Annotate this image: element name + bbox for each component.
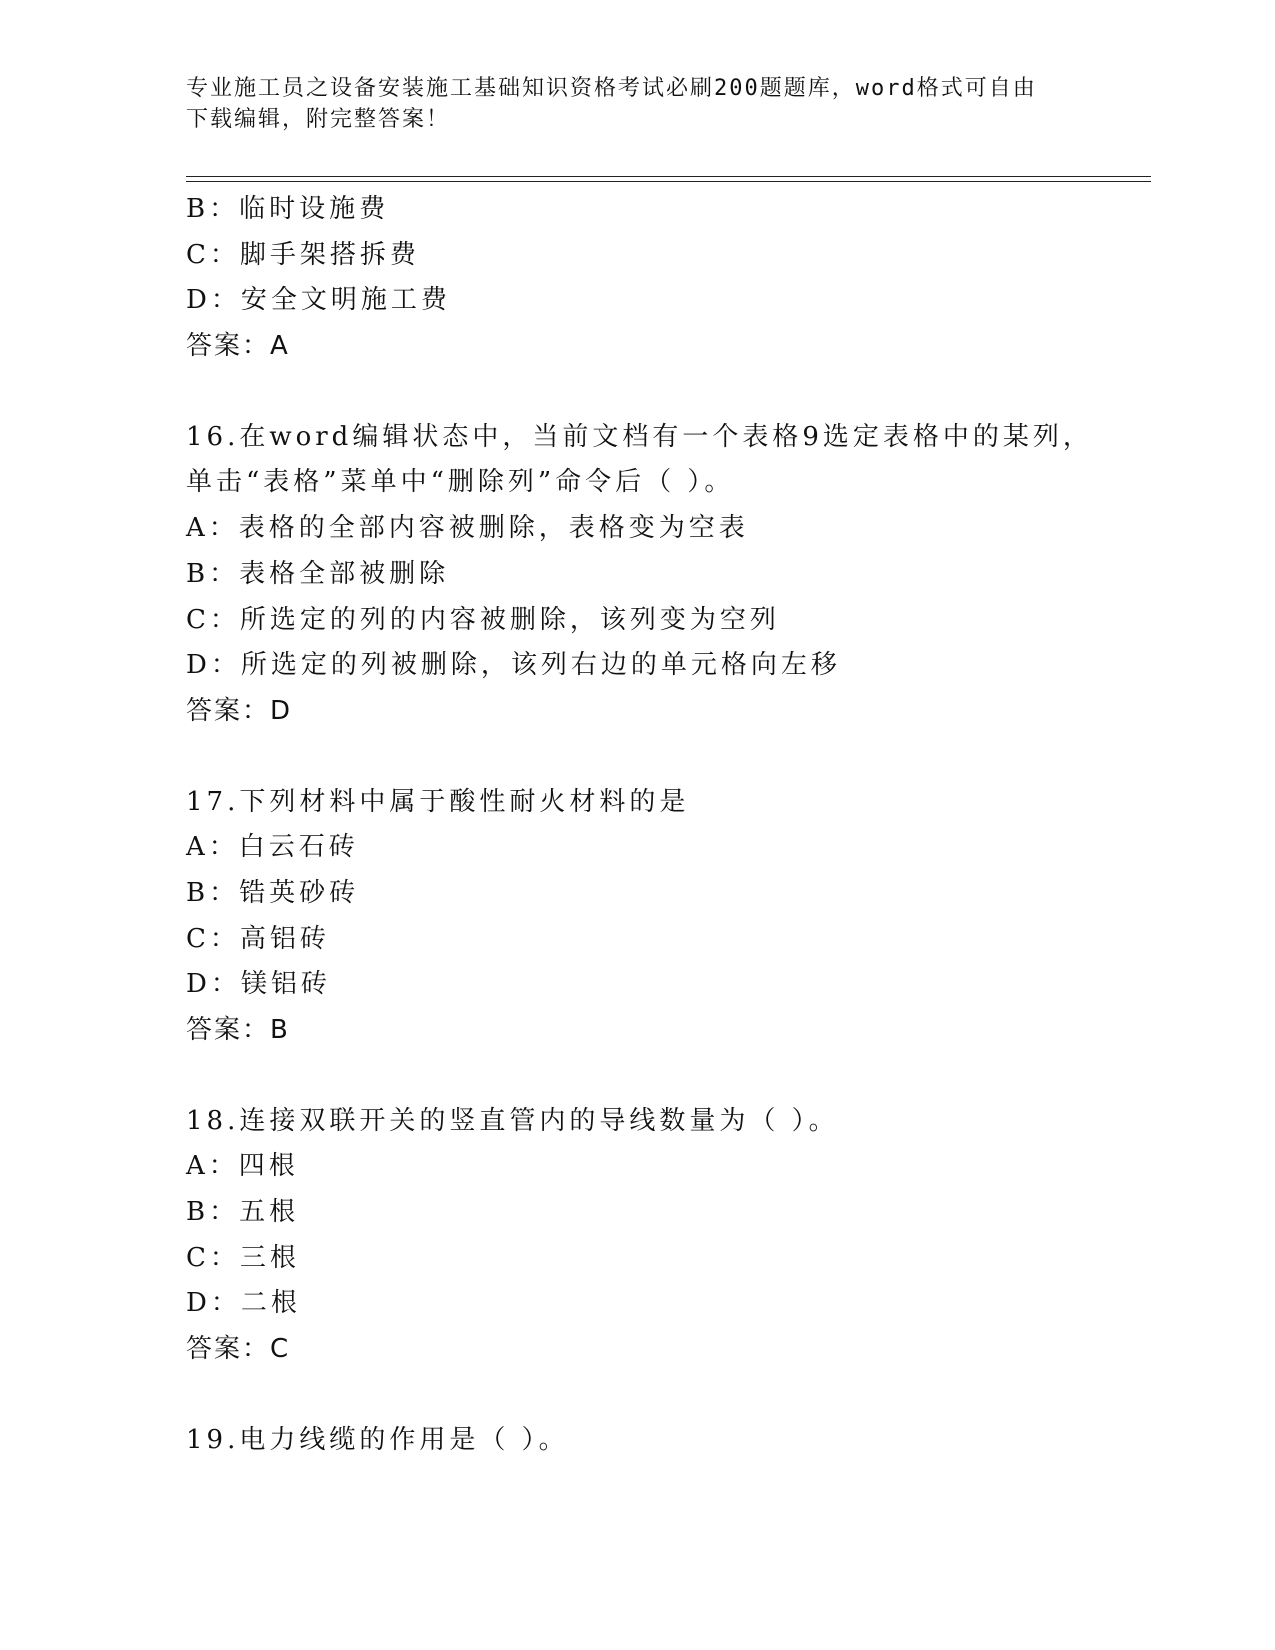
- option-a: A：白云石砖: [186, 832, 359, 863]
- question-block-17: [186, 780, 1146, 1054]
- answer-line: 答案：C: [186, 1334, 291, 1365]
- option-d: D：安全文明施工费: [186, 285, 451, 316]
- question-text: 19.电力线缆的作用是（ ）。: [186, 1424, 569, 1455]
- header-divider-bottom: [186, 181, 1151, 182]
- question-block-16: [186, 415, 1146, 735]
- option-c: C：所选定的列的内容被删除，该列变为空列: [186, 604, 780, 635]
- option-a: A：表格的全部内容被删除，表格变为空表: [186, 513, 749, 544]
- option-b: B：临时设施费: [186, 194, 390, 224]
- answer-line: 答案：A: [186, 331, 290, 362]
- answer-line: 答案：D: [186, 695, 293, 726]
- question-block-18: [186, 1099, 1146, 1373]
- option-b: B：表格全部被删除: [186, 558, 450, 589]
- question-block-15-continued: [186, 187, 1146, 370]
- option-b: B：五根: [186, 1197, 300, 1228]
- option-d: D：镁铝砖: [186, 969, 331, 1000]
- question-text: 18.连接双联开关的竖直管内的导线数量为（ ）。: [186, 1105, 839, 1136]
- question-text: 单击“表格”菜单中“删除列”命令后（ ）。: [186, 467, 735, 498]
- header-title-line-2: 下载编辑，附完整答案！: [186, 107, 451, 132]
- question-list: [186, 187, 1146, 1464]
- option-b: B：锆英砂砖: [186, 877, 360, 908]
- question-text: 16.在word编辑状态中，当前文档有一个表格9选定表格中的某列，: [186, 421, 1093, 452]
- option-a: A：四根: [186, 1151, 299, 1182]
- header-divider-top: [186, 176, 1151, 177]
- header-title-line-1: 专业施工员之设备安装施工基础知识资格考试必刷200题题库，word格式可自由: [186, 76, 1037, 101]
- question-text: 17.下列材料中属于酸性耐火材料的是: [186, 786, 690, 817]
- option-d: D：二根: [186, 1288, 301, 1319]
- option-c: C：脚手架搭拆费: [186, 239, 420, 270]
- option-d: D：所选定的列被删除，该列右边的单元格向左移: [186, 650, 841, 681]
- page-header: [186, 73, 1066, 135]
- option-c: C：高铝砖: [186, 923, 330, 954]
- question-block-19: [186, 1418, 1146, 1464]
- option-c: C：三根: [186, 1242, 300, 1273]
- answer-line: 答案：B: [186, 1015, 290, 1045]
